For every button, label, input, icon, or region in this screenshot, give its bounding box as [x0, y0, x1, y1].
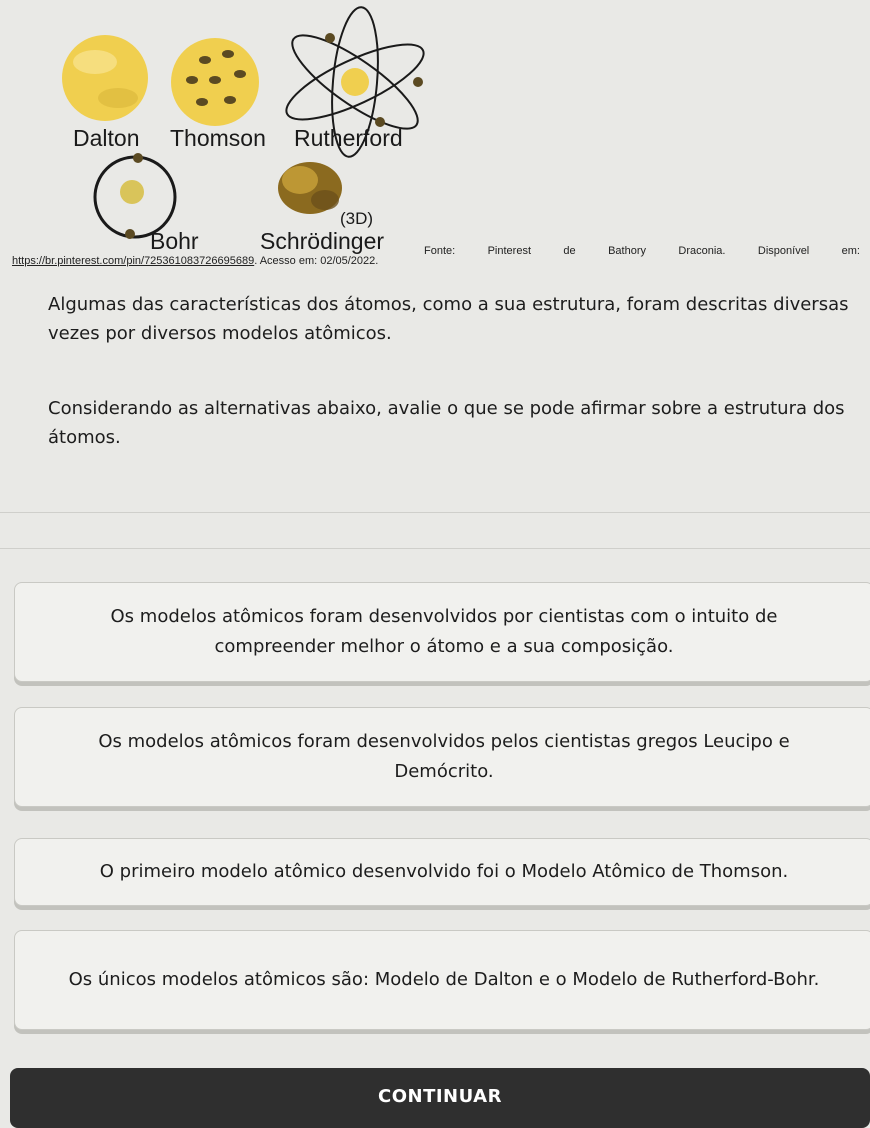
- continue-button[interactable]: [10, 1068, 870, 1128]
- three-d-label: (3D): [340, 209, 374, 228]
- source-access-date: . Acesso em: 02/05/2022.: [254, 255, 379, 267]
- thomson-model-image: [171, 38, 259, 126]
- source-de: de: [563, 245, 576, 257]
- rutherford-label: Rutherford: [294, 125, 403, 151]
- source-bathory: Bathory: [608, 245, 646, 257]
- schrodinger-model-image: [278, 162, 342, 214]
- continue-button-label: CONTINUAR: [378, 1086, 502, 1107]
- source-disponivel: Disponível: [757, 245, 810, 257]
- thomson-label: Thomson: [170, 125, 266, 151]
- bohr-label: Bohr: [150, 228, 199, 254]
- schrodinger-label: Schrödinger: [260, 228, 385, 254]
- answer-option-4[interactable]: [14, 930, 870, 1030]
- divider: [0, 512, 870, 513]
- divider: [0, 548, 870, 549]
- image-source-citation: [12, 245, 860, 267]
- answer-option-text: O primeiro modelo atômico desenvolvido foi o Modelo Atômico de Thomson.: [99, 861, 789, 882]
- source-em: em:: [841, 245, 860, 257]
- question-paragraph-1: Algumas das características dos átomos, como a sua estrutura, foram descritas diversas vezes por diversos modelos atômicos.: [48, 294, 849, 344]
- dalton-label: Dalton: [73, 125, 140, 151]
- source-url-link[interactable]: https://br.pinterest.com/pin/725361083726695689: [12, 255, 255, 267]
- bohr-model-image: [95, 153, 175, 239]
- answer-option-text: Os modelos atômicos foram desenvolvidos por cientistas com o intuito de compreender melhor o átomo e a sua composição.: [110, 606, 778, 657]
- atomic-models-figure: [0, 0, 870, 270]
- answer-option-2[interactable]: [14, 707, 870, 807]
- answer-option-3[interactable]: [14, 838, 870, 906]
- dalton-model-image: [62, 35, 148, 121]
- question-paragraph-2: Considerando as alternativas abaixo, avalie o que se pode afirmar sobre a estrutura dos átomos.: [48, 398, 845, 448]
- source-pinterest: Pinterest: [487, 245, 532, 257]
- source-draconia: Draconia.: [678, 245, 726, 257]
- source-url-line: [12, 255, 378, 267]
- answer-option-text: Os modelos atômicos foram desenvolvidos pelos cientistas gregos Leucipo e Demócrito.: [98, 731, 790, 782]
- answer-option-1[interactable]: [14, 582, 870, 682]
- answer-option-text: Os únicos modelos atômicos são: Modelo de Dalton e o Modelo de Rutherford-Bohr.: [68, 969, 820, 990]
- source-fonte: Fonte:: [424, 245, 456, 257]
